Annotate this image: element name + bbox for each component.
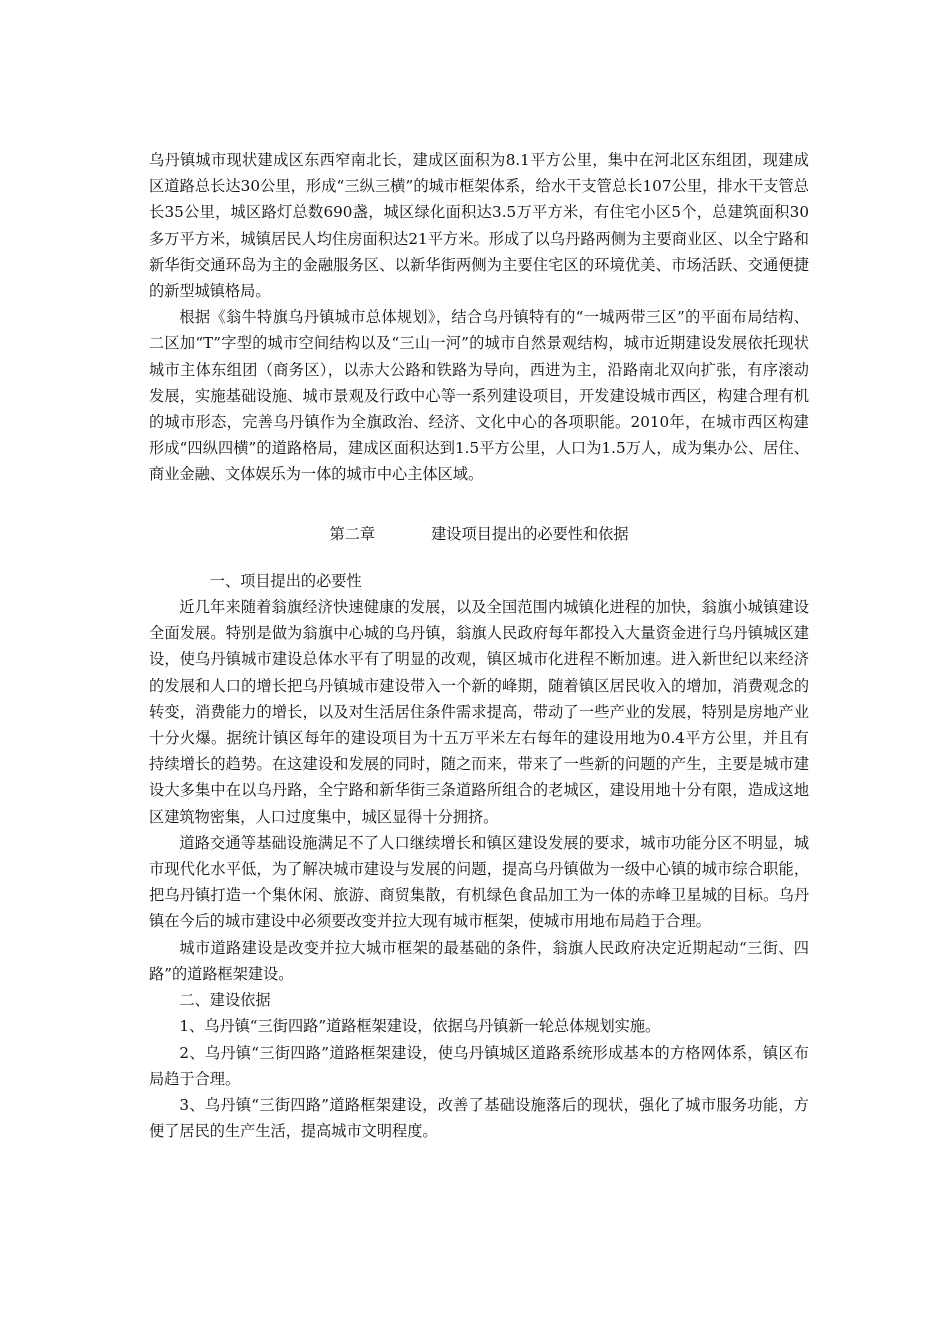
basis-item-1: 1、乌丹镇“三街四路”道路框架建设，依据乌丹镇新一轮总体规划实施。 <box>179 1017 661 1036</box>
necessity-paragraph-2: 道路交通等基础设施满足不了人口继续增长和镇区建设发展的要求，城市功能分区不明显，城市现代化水平低，为了解决城市建设与发展的问题，提高乌丹镇做为一级中心镇的城市综合职能，把乌丹镇打造一个集休闲、旅游、商贸集散，有机绿色食品加工为一体的赤峰卫星城的目标。乌丹镇在今后的城市建设中必须要改变并拉大现有城市框架，使城市用地布局趋于合理。 <box>149 833 809 931</box>
necessity-paragraph-1: 近几年来随着翁旗经济快速健康的发展，以及全国范围内城镇化进程的加快，翁旗小城镇建设全面发展。特别是做为翁旗中心城的乌丹镇，翁旗人民政府每年都投入大量资金进行乌丹镇城区建设，使乌丹镇城市建设总体水平有了明显的改观，镇区城市化进程不断加速。进入新世纪以来经济的发展和人口的增长把乌丹镇城市建设带入一个新的峰期，随着镇区居民收入的增加，消费观念的转变，消费能力的增长，以及对生活居住条件需求提高，带动了一些产业的发展，特别是房地产业十分火爆。据统计镇区每年的建设项目为十五万平米左右每年的建设用地为0.4平方公里，并且有持续增长的趋势。在这建设和发展的同时，随之而来，带来了一些新的问题的产生，主要是城市建设大多集中在以乌丹路，全宁路和新华街三条道路所组合的老城区，建设用地十分有限，造成这地区建筑物密集，人口过度集中，城区显得十分拥挤。 <box>149 598 809 826</box>
chapter-title: 建设项目提出的必要性和依据 <box>431 524 629 543</box>
section-heading-necessity: 一、项目提出的必要性 <box>209 571 362 590</box>
section-heading-basis: 二、建设依据 <box>179 991 271 1010</box>
document-body <box>149 147 809 1144</box>
intro-paragraph-2: 根据《翁牛特旗乌丹镇城市总体规划》，结合乌丹镇特有的“一城两带三区”的平面布局结构、二区加“T”字型的城市空间结构以及“三山一河”的城市自然景观结构，城市近期建设发展依托现状城市主体东组团（商务区），以赤大公路和铁路为导向，西进为主，沿路南北双向扩张，有序滚动发展，实施基础设施、城市景观及行政中心等一系列建设项目，开发建设城市西区，构建合理有机的城市形态，完善乌丹镇作为全旗政治、经济、文化中心的各项职能。2010年，在城市西区构建形成“四纵四横”的道路格局，建成区面积达到1.5平方公里，人口为1.5万人，成为集办公、居住、商业金融、文体娱乐为一体的城市中心主体区域。 <box>149 308 809 484</box>
intro-paragraph-1: 乌丹镇城市现状建成区东西窄南北长，建成区面积为8.1平方公里，集中在河北区东组团，现建成区道路总长达30公里，形成“三纵三横”的城市框架体系，给水干支管总长107公里，排水干支管总长35公里，城区路灯总数690盏，城区绿化面积达3.5万平方米，有住宅小区5个，总建筑面积30多万平方米，城镇居民人均住房面积达21平方米。形成了以乌丹路两侧为主要商业区、以全宁路和新华街交通环岛为主的金融服务区、以新华街两侧为主要住宅区的环境优美、市场活跃、交通便捷的新型城镇格局。 <box>149 151 809 301</box>
necessity-paragraph-3: 城市道路建设是改变并拉大城市框架的最基础的条件，翁旗人民政府决定近期起动“三街、四路”的道路框架建设。 <box>149 938 809 983</box>
basis-item-3: 3、乌丹镇“三街四路”道路框架建设，改善了基础设施落后的现状，强化了城市服务功能，方便了居民的生产生活，提高城市文明程度。 <box>149 1095 809 1141</box>
chapter-number: 第二章 <box>329 524 376 543</box>
chapter-heading <box>149 521 809 547</box>
basis-item-2: 2、乌丹镇“三街四路”道路框架建设，使乌丹镇城区道路系统形成基本的方格网体系，镇区布局趋于合理。 <box>149 1043 809 1088</box>
